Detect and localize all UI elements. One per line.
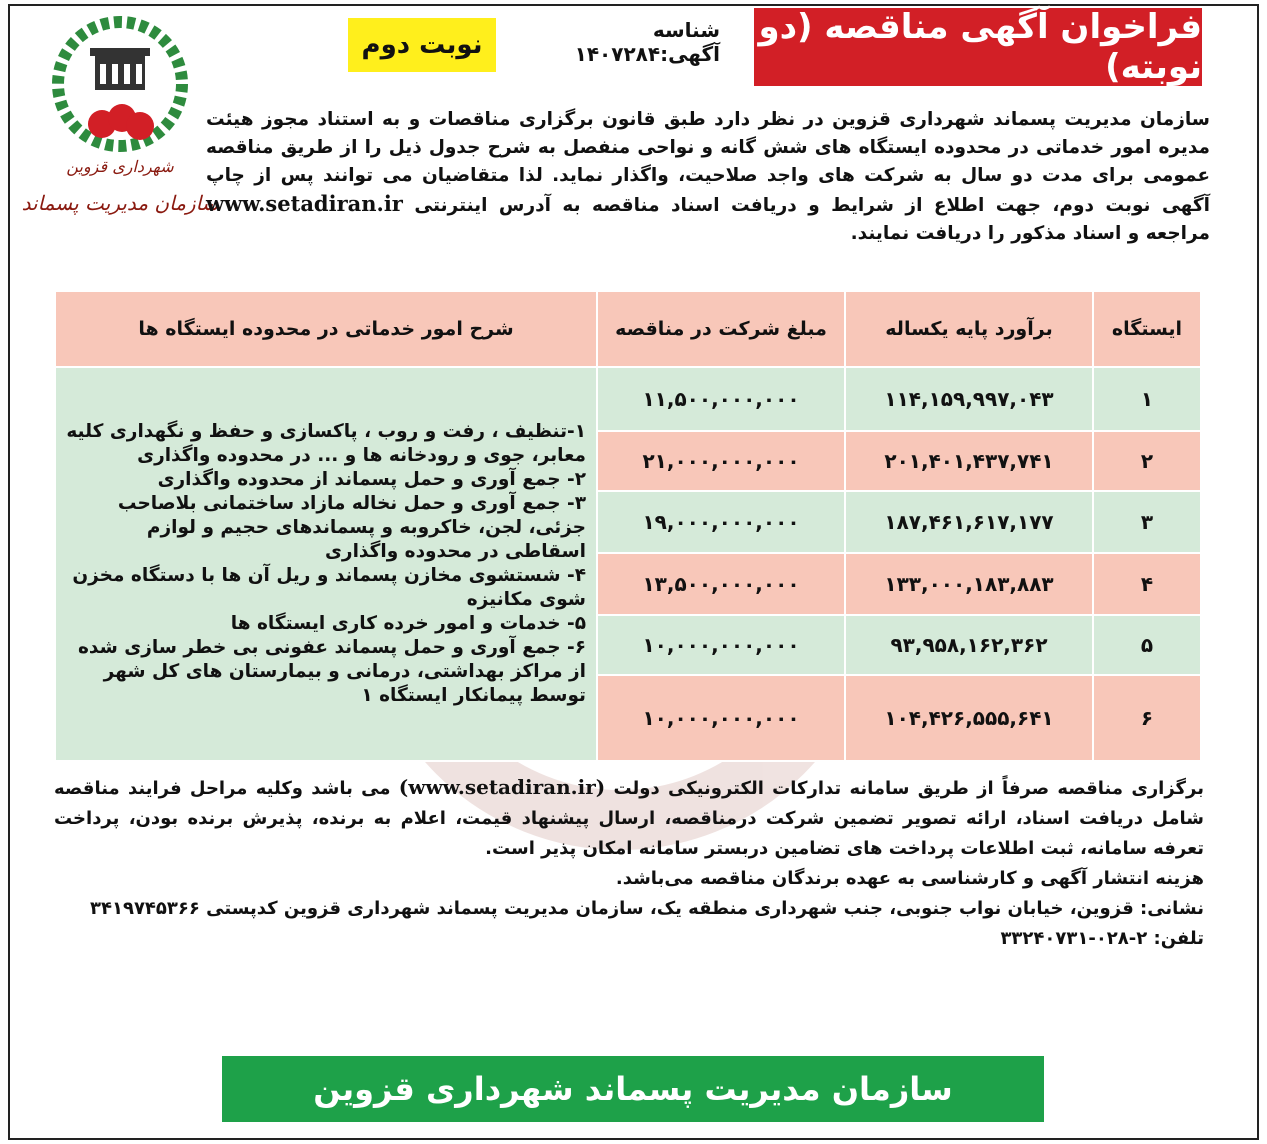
turn-badge: نوبت دوم [348, 18, 496, 72]
cell-base-estimate: ۹۳,۹۵۸,۱۶۲,۳۶۲ [845, 615, 1093, 675]
description-item: ۲- جمع آوری و حمل پسماند از محدوده واگذاری [157, 469, 586, 490]
organization-logo [21, 14, 219, 224]
address: نشانی: قزوین، خیابان نواب جنوبی، جنب شهرداری منطقه یک، سازمان مدیریت پسماند شهرداری قزوین کدپستی ۳۴۱۹۷۴۵۳۶۶ [90, 898, 1204, 919]
description-cell [55, 367, 597, 761]
intro-text: سازمان مدیریت پسماند شهرداری قزوین در نظر دارد طبق قانون برگزاری مناقصات و به استناد مجوز هیئت مدیره امور خدماتی در محدوده ایستگاه های شش گانه و نواحی منفصل به شرح جدول ذیل را از طریق مناقصه عمومی برای مدت دو سال به شرکت های واجد صلاحیت، واگذار نماید. لذا متقاضیان می توانند پس از چاپ آگهی نوبت دوم، جهت اطلاع از شرایط و دریافت اسناد مناقصه به آدرس اینترنتی [206, 109, 1210, 216]
intro-text-end: مراجعه و اسناد مذکور را دریافت نمایند. [850, 223, 1210, 244]
conditions-section [54, 772, 1204, 954]
ad-id: شناسه آگهی:۱۴۰۷۲۸۴ [574, 18, 720, 66]
conditions-url[interactable]: (www.setadiran.ir) [398, 775, 606, 799]
phone: تلفن: ۲-۰۲۸-۳۳۲۴۰۷۳۱ [1000, 928, 1204, 949]
header-station: ایستگاه [1093, 291, 1201, 367]
cell-station: ۴ [1093, 553, 1201, 615]
intro-paragraph [206, 106, 1210, 248]
description-item: ۳- جمع آوری و حمل نخاله مازاد ساختمانی بلاصاحب جزئی، لجن، خاکروبه و پسماندهای حجیم و لوازم اسقاطی در محدوده واگذاری [117, 493, 586, 562]
cell-base-estimate: ۱۱۴,۱۵۹,۹۹۷,۰۴۳ [845, 367, 1093, 431]
description-item: ۱-تنظیف ، رفت و روب ، پاکسازی و حفظ و نگهداری کلیه معابر، جوی و رودخانه ها و ... در محدوده واگذاری [66, 421, 586, 466]
cell-participation-amount: ۱۱,۵۰۰,۰۰۰,۰۰۰ [597, 367, 845, 431]
cell-station: ۱ [1093, 367, 1201, 431]
cell-participation-amount: ۱۹,۰۰۰,۰۰۰,۰۰۰ [597, 491, 845, 553]
cell-station: ۵ [1093, 615, 1201, 675]
cell-station: ۲ [1093, 431, 1201, 491]
cell-participation-amount: ۱۳,۵۰۰,۰۰۰,۰۰۰ [597, 553, 845, 615]
cell-base-estimate: ۱۰۴,۴۲۶,۵۵۵,۶۴۱ [845, 675, 1093, 761]
cell-base-estimate: ۲۰۱,۴۰۱,۴۳۷,۷۴۱ [845, 431, 1093, 491]
logo-text-bottom: سازمان مدیریت پسماند [21, 191, 219, 215]
footer-banner: سازمان مدیریت پسماند شهرداری قزوین [222, 1056, 1044, 1122]
cell-participation-amount: ۲۱,۰۰۰,۰۰۰,۰۰۰ [597, 431, 845, 491]
cell-base-estimate: ۱۸۷,۴۶۱,۶۱۷,۱۷۷ [845, 491, 1093, 553]
intro-url[interactable]: www.setadiran.ir [206, 191, 403, 216]
logo-text-top: شهرداری قزوین [66, 157, 174, 176]
header-description: شرح امور خدماتی در محدوده ایستگاه ها [55, 291, 597, 367]
conditions-text-start: برگزاری مناقصه صرفاً از طریق سامانه تدارکات الکترونیکی دولت [613, 778, 1204, 799]
cell-participation-amount: ۱۰,۰۰۰,۰۰۰,۰۰۰ [597, 675, 845, 761]
conditions-text-end: می باشد وکلیه مراحل فرایند مناقصه شامل دریافت اسناد، ارائه تصویر تضمین شرکت درمناقصه، ارسال پیشنهاد قیمت، اعلام به برنده، پذیرش برنده بودن، پرداخت تعرفه سامانه، ثبت اطلاعات پرداخت های تضامین دربستر سامانه امکان پذیر است. [54, 778, 1204, 859]
cell-participation-amount: ۱۰,۰۰۰,۰۰۰,۰۰۰ [597, 615, 845, 675]
cell-base-estimate: ۱۳۳,۰۰۰,۱۸۳,۸۸۳ [845, 553, 1093, 615]
cell-station: ۶ [1093, 675, 1201, 761]
description-item: ۴- شستشوی مخازن پسماند و ریل آن ها با دستگاه مخزن شوی مکانیزه [72, 565, 586, 610]
cell-station: ۳ [1093, 491, 1201, 553]
tender-title: فراخوان آگهی مناقصه (دو نوبته) [754, 8, 1202, 86]
cost-note: هزینه انتشار آگهی و کارشناسی به عهده برندگان مناقصه می‌باشد. [615, 868, 1204, 889]
tender-table [54, 290, 1202, 762]
header-base-estimate: برآورد پایه یکساله [845, 291, 1093, 367]
conditions-paragraph [54, 772, 1204, 864]
table-row [55, 367, 1201, 431]
header-participation-amount: مبلغ شرکت در مناقصه [597, 291, 845, 367]
description-item: ۶- جمع آوری و حمل پسماند عفونی بی خطر سازی شده از مراکز بهداشتی، درمانی و بیمارستان های کل شهر توسط پیمانکار ایستگاه ۱ [78, 637, 586, 706]
description-item: ۵- خدمات و امور خرده کاری ایستگاه ها [230, 613, 586, 634]
